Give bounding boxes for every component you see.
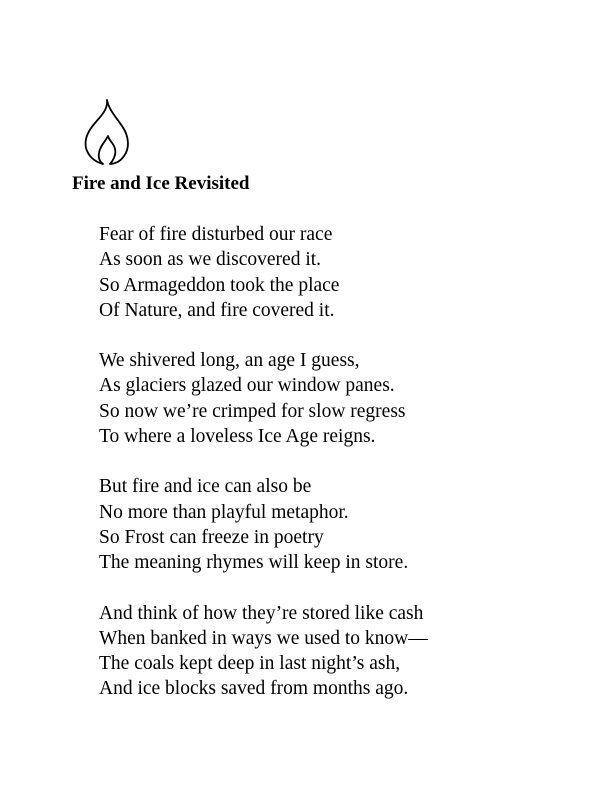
poem-line: But fire and ice can also be <box>99 476 312 498</box>
poem-line: Of Nature, and fire covered it. <box>99 299 335 321</box>
poem-line: So Frost can freeze in poetry <box>99 526 324 548</box>
poem-title: Fire and Ice Revisited <box>72 173 250 194</box>
poem-line: So now we’re crimped for slow regress <box>99 400 406 422</box>
poem-line: The meaning rhymes will keep in store. <box>99 552 409 574</box>
poem-body <box>99 222 428 727</box>
stanza-3 <box>99 474 428 575</box>
poem-line: And think of how they’re stored like cash <box>99 602 424 624</box>
poem-line: And ice blocks saved from months ago. <box>99 678 409 700</box>
poem-line: So Armageddon took the place <box>99 274 340 296</box>
flame-icon <box>82 98 132 166</box>
stanza-4 <box>99 601 428 702</box>
poem-line: We shivered long, an age I guess, <box>99 350 360 372</box>
stanza-1 <box>99 222 428 323</box>
poem-line: The coals kept deep in last night’s ash, <box>99 653 401 675</box>
poem-line: As soon as we discovered it. <box>99 249 322 271</box>
poem-line: To where a loveless Ice Age reigns. <box>99 426 376 448</box>
poem-line: As glaciers glazed our window panes. <box>99 375 395 397</box>
poem-line: Fear of fire disturbed our race <box>99 224 333 245</box>
poem-line: No more than playful metaphor. <box>99 501 349 523</box>
stanza-2 <box>99 348 428 449</box>
poem-line: When banked in ways we used to know— <box>99 627 428 649</box>
